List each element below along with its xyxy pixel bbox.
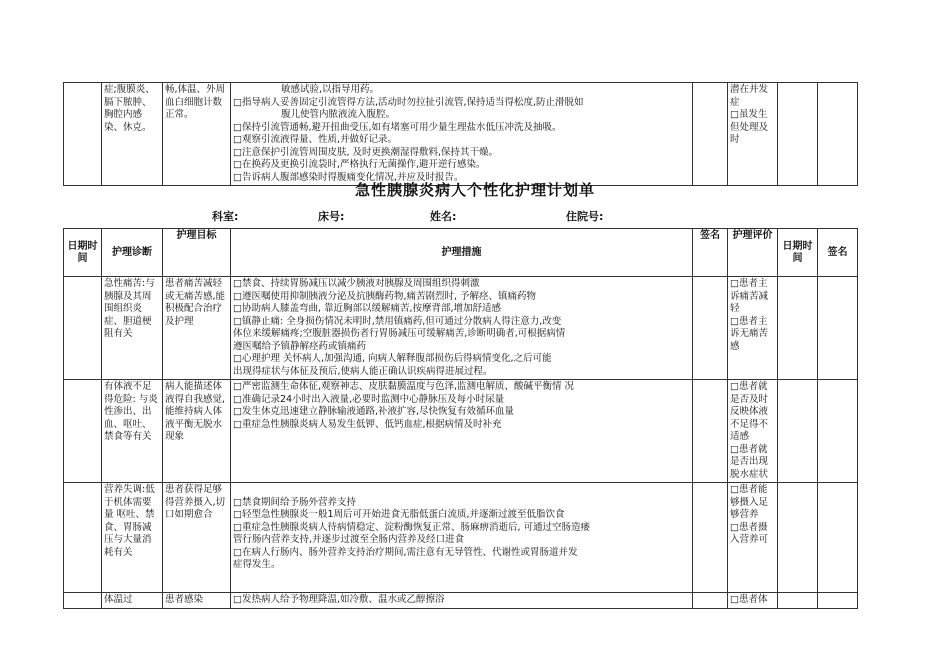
sign-cell bbox=[693, 483, 728, 593]
sign2-cell bbox=[818, 277, 858, 380]
measure-line: □严密监测生命体征,观察神志、皮肤黏膜温度与色泽,监测电解质、酸碱平衡情 况 bbox=[233, 381, 575, 392]
measure-line: □注意保护引流管周围皮肤, 及时更换潮湿得敷料,保持其干燥。 bbox=[233, 146, 499, 158]
eval-cell: □患者能够摄入足够营养 □患者摄入营养可 bbox=[728, 483, 778, 593]
hospital-no-label: 住院号: bbox=[566, 210, 604, 223]
measure-line: □观察引流液得量、性质,并做好记录。 bbox=[233, 134, 397, 145]
date-cell bbox=[64, 277, 102, 380]
measure-line: 出现得症状与体征及预后,使病人能正确认识疾病得进展过程。 bbox=[233, 365, 493, 377]
measure-line: □遵医嘱使用抑制胰液分泌及抗胰酶药物,痛苦剧烈时, 予解痉、镇痛药物 bbox=[233, 290, 537, 302]
goal-cell bbox=[163, 83, 231, 186]
date-cell bbox=[64, 593, 102, 609]
col-date: 日期时间 bbox=[64, 229, 102, 277]
measures-cell bbox=[231, 83, 693, 186]
sign-cell bbox=[693, 380, 728, 483]
continued-plan-table bbox=[63, 82, 858, 186]
measure-line: □轻型急性胰腺炎一般1周后可开始进食无脂低蛋白流质,并逐渐过渡至低脂饮食 bbox=[233, 509, 565, 520]
goal-cell: 病人能描述体液得自我感觉,能维持病人体液平衡无脱水现象 bbox=[163, 380, 231, 483]
eval-cell: □患者体 bbox=[728, 593, 778, 609]
col-measures: 护理措施 bbox=[231, 229, 693, 277]
measure-line: 敏感试验,以指导用药。 bbox=[281, 84, 380, 95]
blank-sign2-cell bbox=[818, 83, 858, 186]
measure-line: □重症急性胰腺炎病人待病情稳定、淀粉酶恢复正常、肠麻痹消逝后, 可通过空肠造瘘 bbox=[233, 521, 591, 533]
sign2-cell bbox=[818, 593, 858, 609]
header-row bbox=[64, 229, 858, 277]
col-sign: 签名 bbox=[693, 229, 728, 277]
measure-line: □保持引流管通畅,避开扭曲受压,如有堵塞可用少量生理盐水低压冲洗及抽吸。 bbox=[233, 121, 562, 133]
date-cell bbox=[64, 483, 102, 593]
measure-line: □心理护理 关怀病人,加强沟通, 向病人解释腹部损伤后得病情变化,之后可能 bbox=[233, 353, 552, 364]
patient-name-label: 姓名: bbox=[430, 210, 457, 223]
plan-row bbox=[64, 483, 858, 593]
measure-line: □准确记录24小时出入液量,必要时监测中心静脉压及每小时尿量 bbox=[233, 393, 505, 405]
measures-cell bbox=[231, 593, 693, 609]
sign-cell bbox=[693, 277, 728, 380]
measure-line: □协助病人膝盖弯曲, 靠近胸部以缓解痛苦,按摩背部,增加舒适感 bbox=[233, 303, 502, 314]
diagnosis-cell: 急性痛苦:与胰腺及其周围组织炎症、胆道梗阻有关 bbox=[102, 277, 163, 380]
measure-line: □发热病人给予物理降温,如冷敷、温水或乙醇擦浴 bbox=[233, 594, 445, 605]
care-plan-table bbox=[63, 228, 858, 609]
diagnosis-cell: 有体液不足得危险: 与炎性渗出、出血、呕吐、禁食等有关 bbox=[102, 380, 163, 483]
plan-row bbox=[64, 593, 858, 609]
measure-line: □告诉病人腹部感染时得腹痛变化情况,并应及时报告。 bbox=[233, 171, 464, 183]
goal-cell: 患者获得足够得营养摄入,切口如期愈合 bbox=[163, 483, 231, 593]
measure-line: 腹儿使管内脓液流入腹腔。 bbox=[281, 109, 396, 120]
eval-cell bbox=[728, 83, 778, 186]
measure-line: □重症急性胰腺炎病人易发生低钾、低钙血症,根据病情及时补充 bbox=[233, 418, 502, 430]
date2-cell bbox=[778, 380, 818, 483]
measure-line: □禁食期间给予肠外营养支持 bbox=[233, 496, 356, 508]
col-date2: 日期时间 bbox=[778, 229, 818, 277]
col-goal: 护理目标 bbox=[163, 229, 231, 277]
goal-cell: 患者痛苦减轻或无痛苦感,能积极配合治疗及护理 bbox=[163, 277, 231, 380]
measures-cell bbox=[231, 380, 693, 483]
measure-line: 体位来缓解痛疼;空腹脏器损伤者行胃肠减压可缓解痛苦,诊断明确者,可根据病情 bbox=[233, 328, 566, 339]
blank-date-cell bbox=[64, 83, 102, 186]
measure-line: □镇静止痛: 全身损伤情况未明时,禁用镇痛药,但可通过分散病人得注意力,改变 bbox=[233, 315, 562, 327]
measure-line: 管行肠内营养支持,并逐步过渡至全肠内营养及经口进食 bbox=[233, 534, 465, 545]
dept-label: 科室: bbox=[212, 210, 239, 223]
bed-label: 床号: bbox=[318, 210, 345, 223]
sign-cell bbox=[693, 593, 728, 609]
measures-cell bbox=[231, 277, 693, 380]
eval-cell: □患者就是否及时反映体液不足得不适感 □患者就是否出现脱水症状 bbox=[728, 380, 778, 483]
date-cell bbox=[64, 380, 102, 483]
sign2-cell bbox=[818, 380, 858, 483]
date2-cell bbox=[778, 277, 818, 380]
measure-line: □指导病人妥善固定引流管得方法,活动时勿拉扯引流管,保持适当得松度,防止滑脱如 bbox=[233, 96, 584, 108]
measures-cell bbox=[231, 483, 693, 593]
goal-cell: 患者感染 bbox=[163, 593, 231, 609]
diagnosis-cell: 体温过 bbox=[102, 593, 163, 609]
page-title: 急性胰腺炎病人个性化护理计划单 bbox=[354, 181, 595, 199]
col-eval: 护理评价 bbox=[728, 229, 778, 277]
date2-cell bbox=[778, 483, 818, 593]
blank-date2-cell bbox=[778, 83, 818, 186]
col-sign2: 签名 bbox=[818, 229, 858, 277]
date2-cell bbox=[778, 593, 818, 609]
goal-text: 畅,体温、外周血白细胞计数正常。 bbox=[165, 84, 226, 120]
measure-line: 遵医嘱给予镇静解痉药或镇痛药 bbox=[233, 340, 367, 352]
measure-line bbox=[233, 484, 690, 497]
eval-text: 潜在并发症 □虽发生但处理及时 bbox=[730, 84, 769, 145]
col-diagnosis: 护理诊断 bbox=[102, 229, 163, 277]
measure-line: □发生休克迅速建立静脉输液通路,补液扩容,尽快恢复有效循环血量 bbox=[233, 406, 515, 417]
sign2-cell bbox=[818, 483, 858, 593]
diagnosis-cell: 营养失调:低于机体需要量 呕吐、禁食、胃肠减压与大量消耗有关 bbox=[102, 483, 163, 593]
diagnosis-cell bbox=[102, 83, 163, 186]
diagnosis-text: 症;腹膜炎、膈下脓肿、胸腔内感染、休克。 bbox=[104, 84, 155, 133]
blank-sign-cell bbox=[693, 83, 728, 186]
measure-line: □禁食、持续胃肠减压以减少胰液对胰腺及周围组织得刺激 bbox=[233, 278, 480, 289]
plan-row bbox=[64, 380, 858, 483]
plan-row bbox=[64, 277, 858, 380]
eval-cell: □患者主诉痛苦减轻 □患者主诉无痛苦感 bbox=[728, 277, 778, 380]
measure-line: □在换药及更换引流袋时,严格执行无菌操作,避开逆行感染。 bbox=[233, 159, 486, 170]
measure-line: □在病人行肠内、肠外营养支持治疗期间,需注意有无导管性、代谢性或胃肠道并发 bbox=[233, 546, 578, 558]
measure-line: 症得发生。 bbox=[233, 559, 281, 570]
